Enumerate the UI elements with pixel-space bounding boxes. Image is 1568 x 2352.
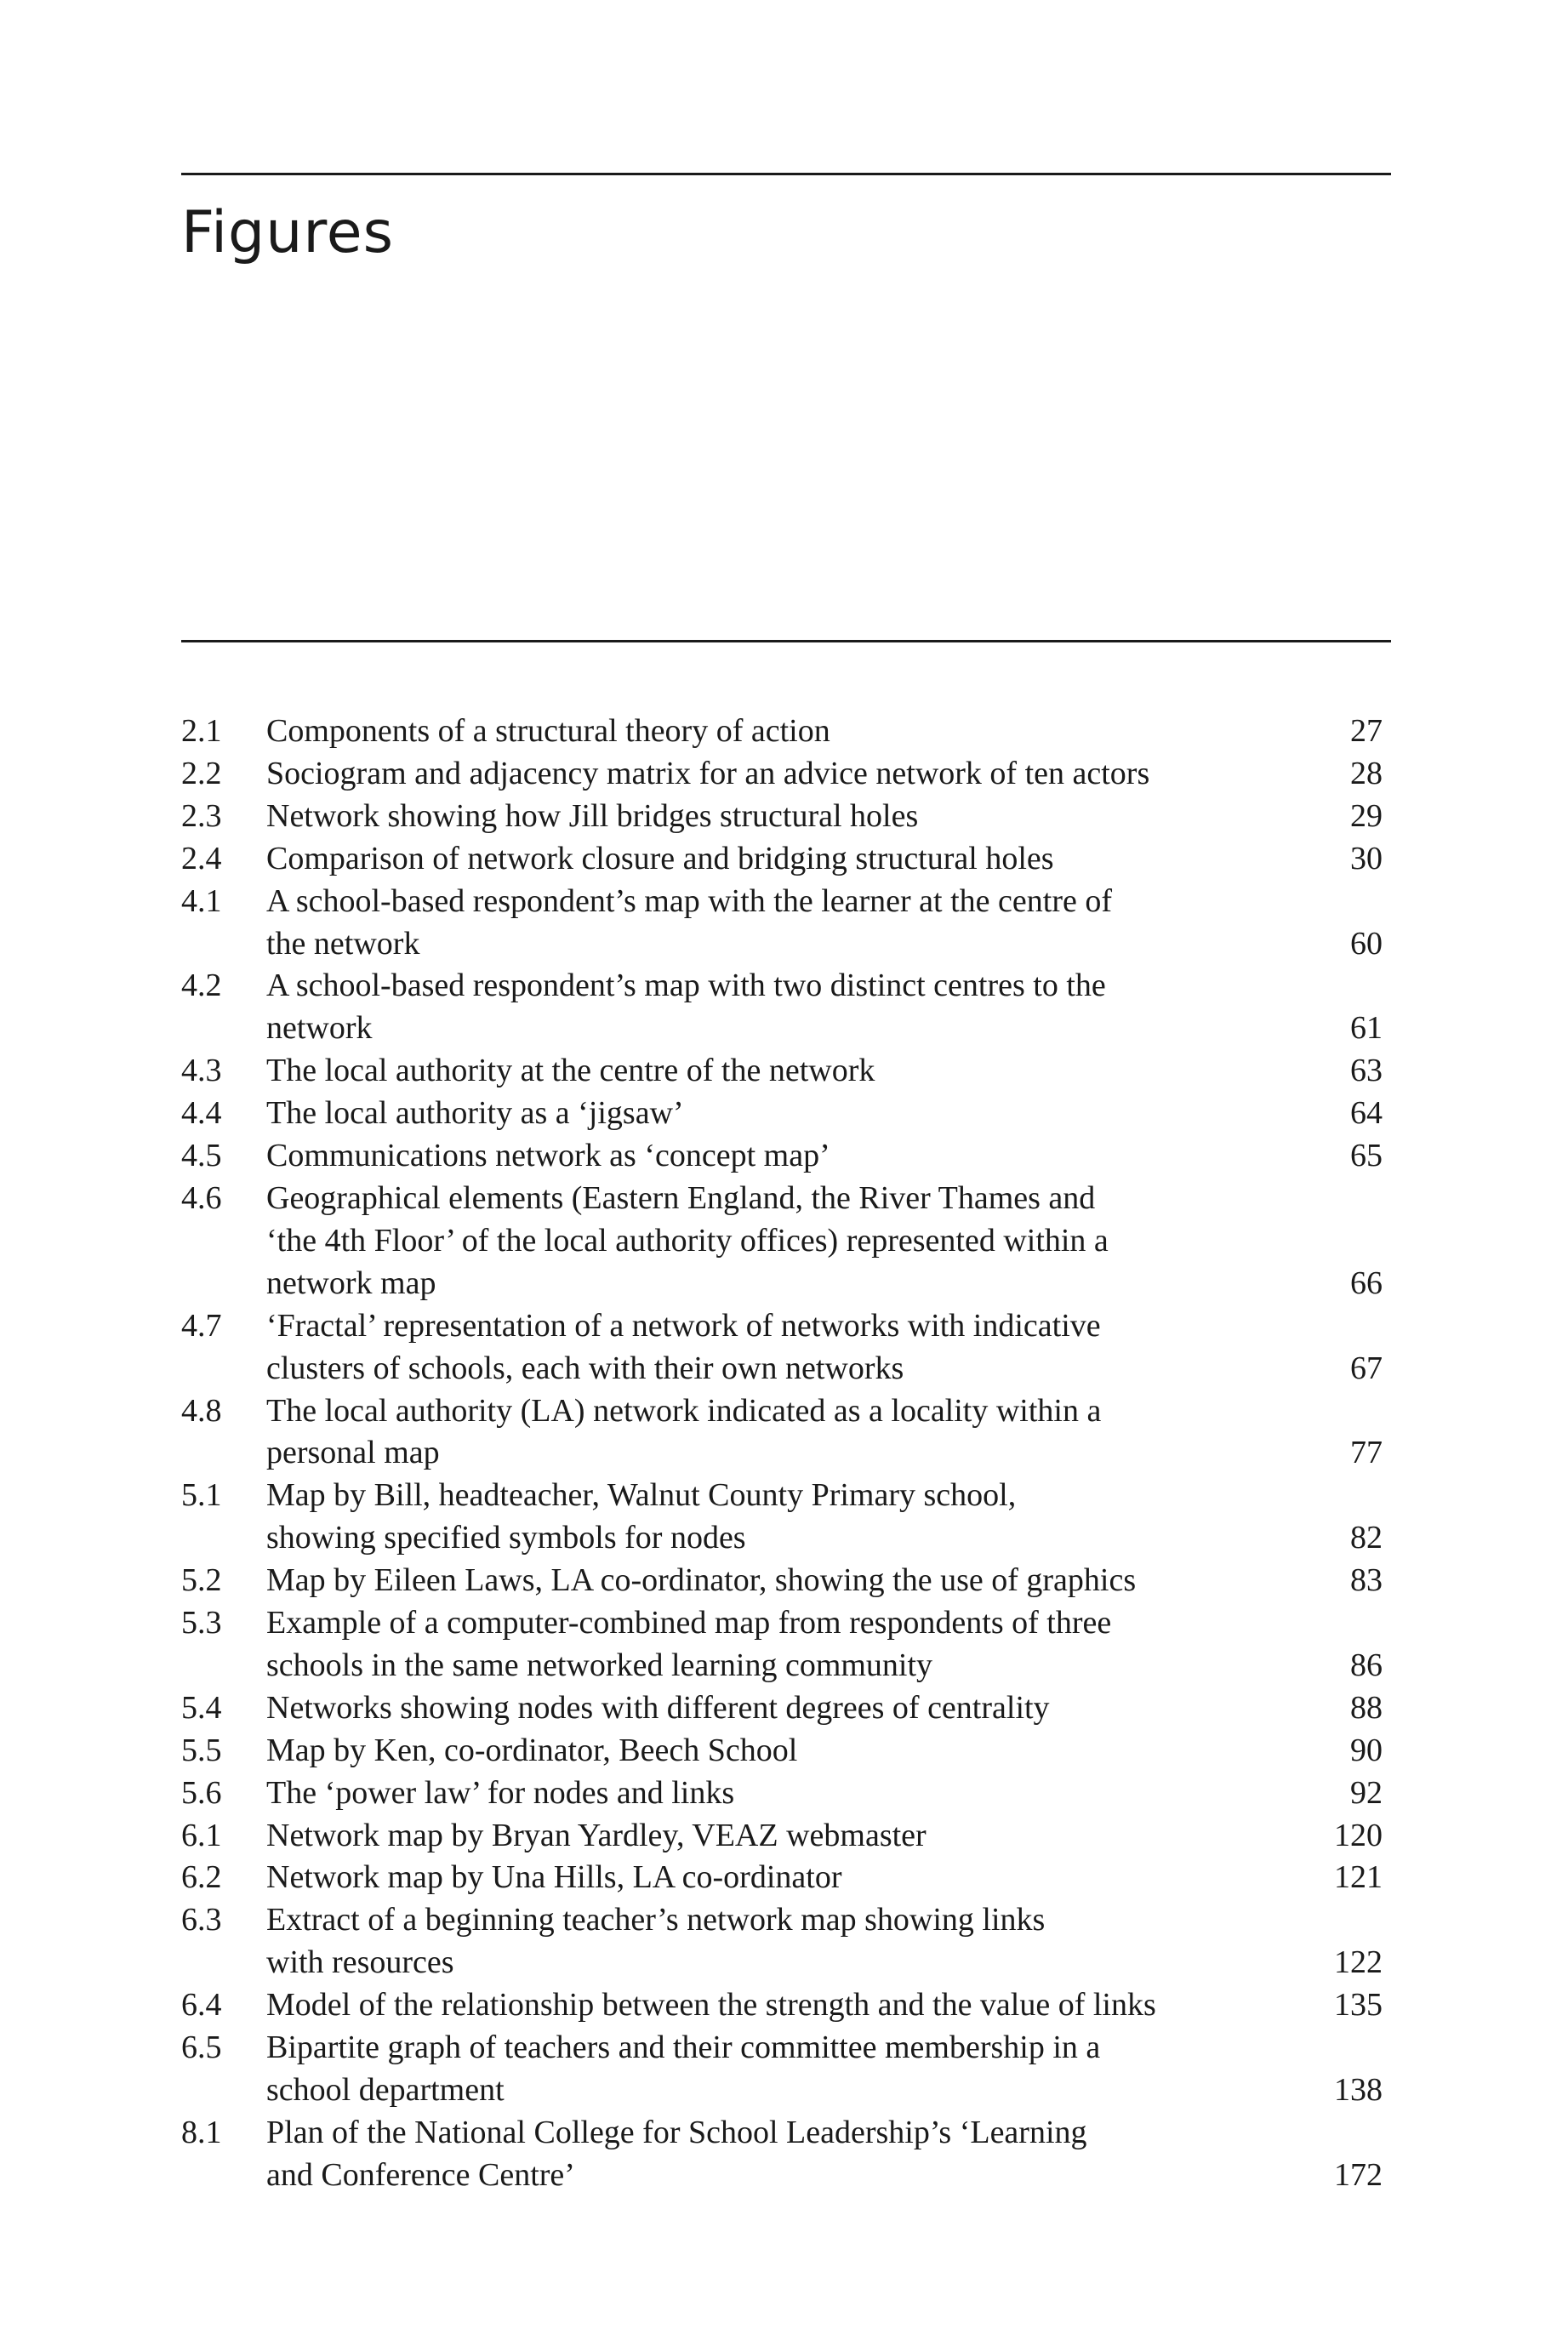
figure-page-number: 77	[1350, 1435, 1383, 1471]
figure-page-number: 65	[1350, 1138, 1383, 1174]
figure-caption: Network showing how Jill bridges structural holes	[266, 797, 919, 834]
figure-caption: Comparison of network closure and bridging structural holes	[266, 840, 1054, 876]
figure-entry	[181, 1984, 1391, 2027]
figure-number: 2.2	[181, 755, 222, 791]
figure-page-number: 63	[1350, 1053, 1383, 1089]
figure-number: 4.4	[181, 1095, 222, 1132]
figure-number: 4.1	[181, 882, 222, 919]
figure-number: 6.4	[181, 1987, 222, 2024]
figure-caption: The local authority (LA) network indicated as a locality within a personal map	[266, 1392, 1102, 1471]
figure-caption: Networks showing nodes with different degrees of centrality	[266, 1689, 1050, 1726]
figure-caption: Bipartite graph of teachers and their committee membership in a school department	[266, 2029, 1101, 2108]
figure-entry	[181, 1773, 1391, 1815]
figure-number: 6.5	[181, 2029, 222, 2066]
figure-entry	[181, 1305, 1391, 1390]
figure-entry	[181, 1857, 1391, 1899]
figure-number: 5.5	[181, 1732, 222, 1768]
figure-page-number: 67	[1350, 1350, 1383, 1386]
figure-entry	[181, 1390, 1391, 1476]
figure-caption: Geographical elements (Eastern England, the River Thames and ‘the 4th Floor’ of the local authority offices) represented within a network map	[266, 1179, 1109, 1301]
figure-entry	[181, 753, 1391, 796]
figure-entry	[181, 1602, 1391, 1687]
figure-entry	[181, 1687, 1391, 1730]
figure-page-number: 30	[1350, 840, 1383, 876]
figure-caption: Plan of the National College for School Leadership’s ‘Learning and Conference Centre’	[266, 2114, 1087, 2193]
figure-entry	[181, 1730, 1391, 1773]
figure-number: 5.3	[181, 1605, 222, 1641]
figure-caption: Network map by Una Hills, LA co-ordinator	[266, 1859, 842, 1896]
figure-page-number: 66	[1350, 1264, 1383, 1301]
figure-caption: A school-based respondent’s map with the learner at the centre of the network	[266, 882, 1112, 962]
figure-caption: Extract of a beginning teacher’s network map showing links with resources	[266, 1902, 1046, 1981]
figure-number: 5.4	[181, 1689, 222, 1726]
figure-caption: Model of the relationship between the strength and the value of links	[266, 1987, 1156, 2024]
figure-number: 5.2	[181, 1562, 222, 1599]
figure-entry	[181, 1050, 1391, 1093]
figure-entry	[181, 2112, 1391, 2197]
figure-caption: Components of a structural theory of action	[266, 713, 830, 749]
figure-page-number: 29	[1350, 797, 1383, 834]
figure-number: 6.3	[181, 1902, 222, 1938]
figure-entry	[181, 1899, 1391, 1984]
list-rule	[181, 640, 1391, 642]
figure-entry	[181, 1178, 1391, 1305]
figure-caption: Map by Ken, co-ordinator, Beech School	[266, 1732, 798, 1768]
figure-caption: Sociogram and adjacency matrix for an advice network of ten actors	[266, 755, 1150, 791]
figure-page-number: 121	[1334, 1859, 1383, 1896]
figure-number: 2.1	[181, 713, 222, 749]
figure-page-number: 90	[1350, 1732, 1383, 1768]
figure-number: 8.1	[181, 2114, 222, 2150]
figure-number: 4.8	[181, 1392, 222, 1429]
figure-number: 4.6	[181, 1179, 222, 1216]
figure-page-number: 92	[1350, 1774, 1383, 1811]
figure-caption: Map by Eileen Laws, LA co-ordinator, showing the use of graphics	[266, 1562, 1137, 1599]
figure-page-number: 83	[1350, 1562, 1383, 1599]
figure-entry	[181, 881, 1391, 966]
figure-entry	[181, 838, 1391, 881]
figure-number: 4.7	[181, 1307, 222, 1344]
figure-caption: Example of a computer-combined map from respondents of three schools in the same networked learning community	[266, 1605, 1112, 1683]
figure-number: 4.3	[181, 1053, 222, 1089]
figure-entry	[181, 711, 1391, 753]
figure-caption: The local authority as a ‘jigsaw’	[266, 1095, 684, 1132]
figure-page-number: 86	[1350, 1647, 1383, 1683]
figure-entry	[181, 796, 1391, 838]
figure-list	[181, 711, 1391, 2197]
figure-page-number: 120	[1334, 1817, 1383, 1853]
figure-caption: Communications network as ‘concept map’	[266, 1138, 830, 1174]
figure-caption: The ‘power law’ for nodes and links	[266, 1774, 735, 1811]
figure-page-number: 138	[1334, 2072, 1383, 2108]
figure-page-number: 82	[1350, 1520, 1383, 1556]
figure-number: 2.4	[181, 840, 222, 876]
figure-entry	[181, 1135, 1391, 1178]
figure-caption: Network map by Bryan Yardley, VEAZ webmaster	[266, 1817, 927, 1853]
figure-number: 6.2	[181, 1859, 222, 1896]
figure-entry	[181, 2027, 1391, 2112]
figure-number: 5.1	[181, 1477, 222, 1514]
figure-caption: The local authority at the centre of the network	[266, 1053, 875, 1089]
figure-number: 2.3	[181, 797, 222, 834]
figure-page-number: 122	[1334, 1944, 1383, 1981]
figure-caption: Map by Bill, headteacher, Walnut County Primary school, showing specified symbols for nodes	[266, 1477, 1017, 1556]
figure-number: 6.1	[181, 1817, 222, 1853]
figure-entry	[181, 1475, 1391, 1560]
figure-page-number: 60	[1350, 925, 1383, 962]
figure-entry	[181, 965, 1391, 1050]
figure-entry	[181, 1815, 1391, 1858]
figure-caption: ‘Fractal’ representation of a network of networks with indicative clusters of schools, each with their own networks	[266, 1307, 1101, 1386]
figure-number: 4.5	[181, 1138, 222, 1174]
figure-number: 4.2	[181, 968, 222, 1004]
figure-entry	[181, 1560, 1391, 1602]
figure-caption: A school-based respondent’s map with two distinct centres to the network	[266, 968, 1106, 1047]
figure-page-number: 88	[1350, 1689, 1383, 1726]
figure-page-number: 172	[1334, 2156, 1383, 2193]
top-rule	[181, 173, 1391, 175]
figure-page-number: 64	[1350, 1095, 1383, 1132]
figure-page-number: 28	[1350, 755, 1383, 791]
figure-page-number: 27	[1350, 713, 1383, 749]
figure-page-number: 61	[1350, 1010, 1383, 1047]
page-title: Figures	[181, 199, 395, 266]
figure-page-number: 135	[1334, 1987, 1383, 2024]
figure-number: 5.6	[181, 1774, 222, 1811]
figure-entry	[181, 1093, 1391, 1135]
